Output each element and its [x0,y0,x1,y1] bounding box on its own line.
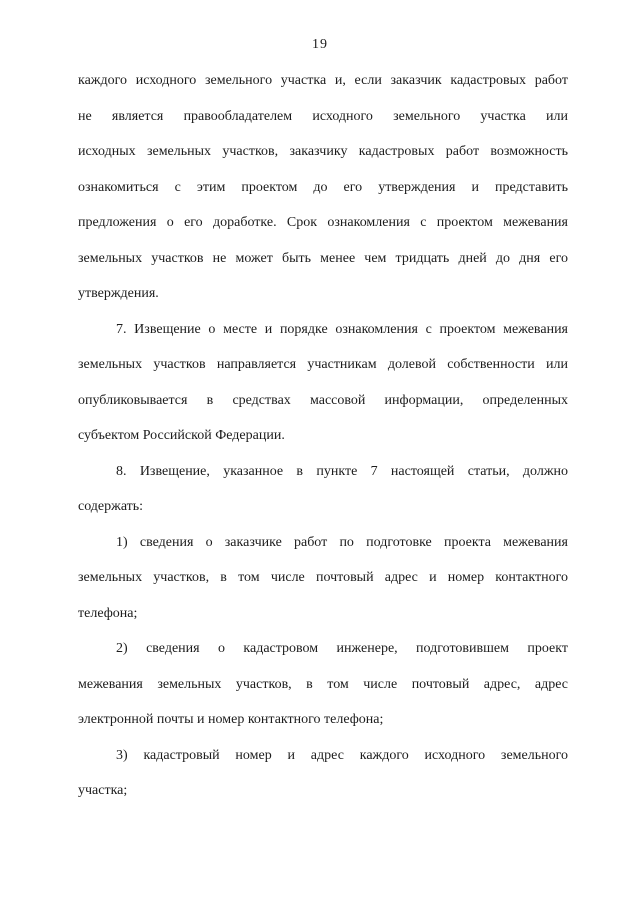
text-line: телефона; [78,605,138,621]
text-line: 2) сведения о кадастровом инженере, подготовившем проект [116,641,568,656]
text-line: 8. Извещение, указанное в пункте 7 настоящей статьи, должно [116,463,568,479]
text-line: содержать: [78,499,144,514]
text-line: предложения о его доработке. Срок ознакомления с проектом межевания [78,215,568,230]
text-line: утверждения. [78,286,159,301]
text-line: земельных участков не может быть менее чем тридцать дней до дня его [78,250,568,266]
page-number: 19 [312,37,328,52]
paragraph [78,631,568,738]
paragraph [78,312,568,454]
text-line: не является правообладателем исходного земельного участка или [78,108,568,124]
text-line: исходных земельных участков, заказчику кадастровых работ возможность [78,144,568,159]
text-line: земельных участков направляется участникам долевой собственности или [78,357,568,372]
text-line: участка; [78,783,128,798]
text-line: 1) сведения о заказчике работ по подготовке проекта межевания [116,534,568,550]
text-line: 3) кадастровый номер и адрес каждого исходного земельного [116,747,568,763]
text-line: каждого исходного земельного участка и, если заказчик кадастровых работ [78,73,568,88]
text-line: межевания земельных участков, в том числе почтовый адрес, адрес [78,676,568,692]
text-line: земельных участков, в том числе почтовый адрес и номер контактного [78,570,568,585]
text-line: ознакомиться с этим проектом до его утверждения и представить [78,179,568,195]
paragraph [78,454,568,525]
document-content [78,63,568,809]
paragraph [78,525,568,632]
text-line: электронной почты и номер контактного телефона; [78,712,384,727]
paragraph [78,63,568,312]
text-line: 7. Извещение о месте и порядке ознакомления с проектом межевания [116,321,568,337]
text-line: субъектом Российской Федерации. [78,428,285,443]
paragraph [78,738,568,809]
text-line: опубликовывается в средствах массовой информации, определенных [78,392,568,408]
